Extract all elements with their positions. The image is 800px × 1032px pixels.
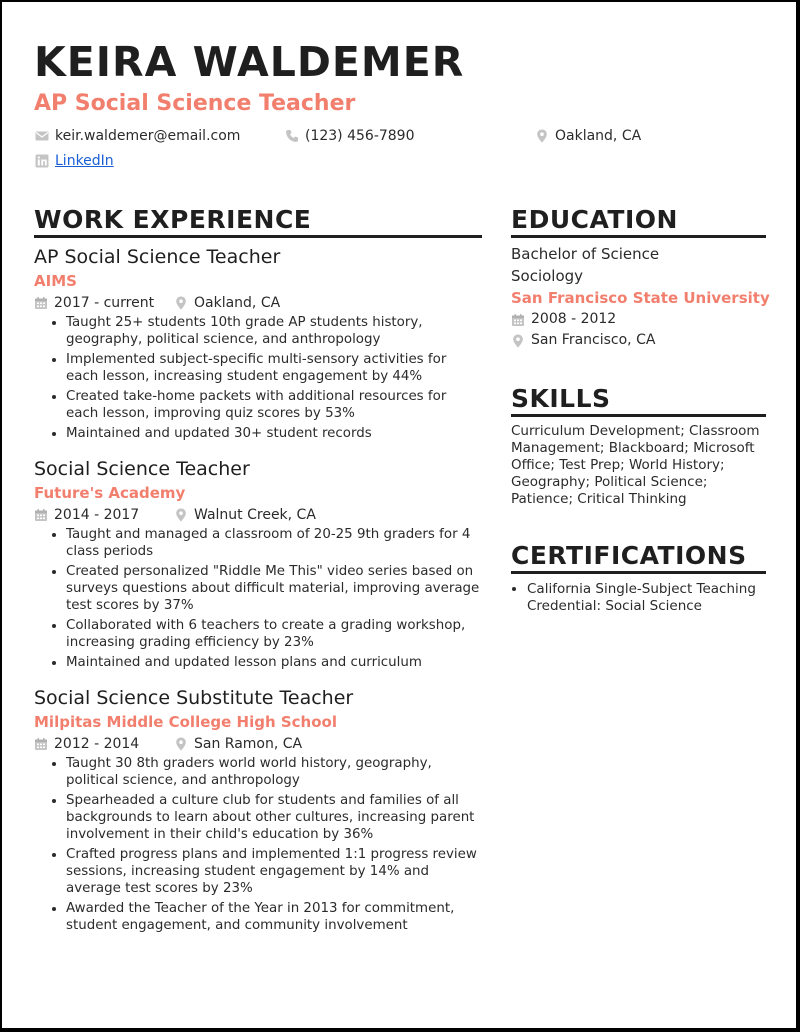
- work-experience-rule: [34, 235, 482, 238]
- job-entry: [34, 244, 482, 442]
- job-dates: [34, 293, 174, 313]
- education-dates: [511, 309, 766, 330]
- map-pin-icon: [174, 737, 188, 751]
- job-bullet: • Taught 25+ students 10th grade AP students history, geography, political science, and anthropology: [66, 314, 482, 348]
- phone-icon: [285, 129, 299, 143]
- job-dates: [34, 734, 174, 754]
- envelope-icon: [35, 129, 49, 143]
- certifications-section: [511, 581, 766, 615]
- degree: Bachelor of Science: [511, 245, 660, 263]
- company-name: AIMS: [34, 272, 77, 290]
- job-meta: [34, 292, 482, 314]
- job-bullets: [34, 314, 482, 442]
- job-bullet: • Created take-home packets with additional resources for each lesson, improving quiz scores by 53%: [66, 388, 482, 422]
- job-bullet: • Implemented subject-specific multi-sensory activities for each lesson, increasing student engagement by 44%: [66, 351, 482, 385]
- skills-heading: SKILLS: [511, 384, 611, 413]
- job-bullet: • Taught 30 8th graders world world history, geography, political science, and anthropology: [66, 755, 482, 789]
- education-location: [511, 330, 766, 351]
- job-dates-text: 2014 - 2017: [54, 507, 140, 523]
- job-bullet: • Created personalized "Riddle Me This" video series based on surveys questions about difficult material, improving average test scores by 37%: [66, 563, 482, 614]
- job-bullets: [34, 526, 482, 671]
- phone-text: (123) 456-7890: [305, 128, 415, 144]
- job-entry: [34, 456, 482, 671]
- job-location-text: Oakland, CA: [194, 295, 281, 311]
- map-pin-icon: [174, 508, 188, 522]
- certifications-heading: CERTIFICATIONS: [511, 541, 747, 570]
- contact-phone: [285, 127, 415, 145]
- map-pin-icon: [174, 296, 188, 310]
- job-location-text: Walnut Creek, CA: [194, 507, 316, 523]
- education-rule: [511, 235, 766, 238]
- map-pin-icon: [535, 129, 549, 143]
- job-bullet: • Awarded the Teacher of the Year in 2013 for commitment, student engagement, and community involvement: [66, 900, 482, 934]
- job-title: Social Science Teacher: [34, 458, 250, 480]
- company-name: Milpitas Middle College High School: [34, 713, 337, 731]
- job-meta: [34, 504, 482, 526]
- skills-list: Curriculum Development; Classroom Management; Blackboard; Microsoft Office; Test Prep; World History; Geography; Political Science; Patience; Critical Thinking: [511, 423, 760, 507]
- job-dates-text: 2017 - current: [54, 295, 155, 311]
- calendar-icon: [511, 313, 525, 327]
- candidate-role: AP Social Science Teacher: [34, 91, 356, 116]
- job-bullet: • Taught and managed a classroom of 20-25 9th graders for 4 class periods: [66, 526, 482, 560]
- calendar-icon: [34, 296, 48, 310]
- job-bullets: [34, 755, 482, 934]
- job-title: AP Social Science Teacher: [34, 246, 281, 268]
- resume-page: [2, 2, 796, 1028]
- job-bullet: • Maintained and updated lesson plans and curriculum: [66, 654, 482, 671]
- education-section: [511, 243, 770, 351]
- job-bullet: • Maintained and updated 30+ student records: [66, 425, 482, 442]
- job-location-text: San Ramon, CA: [194, 736, 303, 752]
- location-text: Oakland, CA: [555, 128, 642, 144]
- job-entry: [34, 685, 482, 934]
- contact-location: [535, 127, 641, 145]
- job-bullet: • Spearheaded a culture club for students and families of all backgrounds to learn about other cultures, increasing parent involvement in their child's education by 36%: [66, 792, 482, 843]
- candidate-name: KEIRA WALDEMER: [34, 38, 465, 86]
- email-text: keir.waldemer@email.com: [55, 128, 241, 144]
- linkedin-link[interactable]: LinkedIn: [55, 153, 114, 169]
- job-location: [174, 505, 316, 525]
- job-location: [174, 734, 302, 754]
- linkedin-icon: [35, 154, 49, 168]
- skills-rule: [511, 414, 766, 417]
- work-experience-heading: WORK EXPERIENCE: [34, 205, 312, 234]
- job-meta: [34, 733, 482, 755]
- certifications-list: [511, 581, 766, 615]
- job-dates: [34, 505, 174, 525]
- map-pin-icon: [511, 334, 525, 348]
- field-of-study: Sociology: [511, 267, 584, 285]
- calendar-icon: [34, 737, 48, 751]
- certifications-rule: [511, 571, 766, 574]
- education-heading: EDUCATION: [511, 205, 678, 234]
- job-location: [174, 293, 280, 313]
- contact-linkedin: [35, 152, 114, 170]
- education-dates-text: 2008 - 2012: [531, 311, 617, 327]
- work-experience-section: [34, 244, 482, 948]
- job-title: Social Science Substitute Teacher: [34, 687, 354, 709]
- calendar-icon: [34, 508, 48, 522]
- contact-email: [35, 127, 240, 145]
- company-name: Future's Academy: [34, 484, 186, 502]
- education-location-text: San Francisco, CA: [531, 332, 656, 348]
- job-bullet: • Collaborated with 6 teachers to create a grading workshop, increasing grading efficiency by 23%: [66, 617, 482, 651]
- job-bullet: • Crafted progress plans and implemented 1:1 progress review sessions, increasing student engagement by 14% and average test scores by 23%: [66, 846, 482, 897]
- job-dates-text: 2012 - 2014: [54, 736, 140, 752]
- school-name: San Francisco State University: [511, 289, 770, 307]
- certification-item: • California Single-Subject Teaching Credential: Social Science: [527, 581, 766, 615]
